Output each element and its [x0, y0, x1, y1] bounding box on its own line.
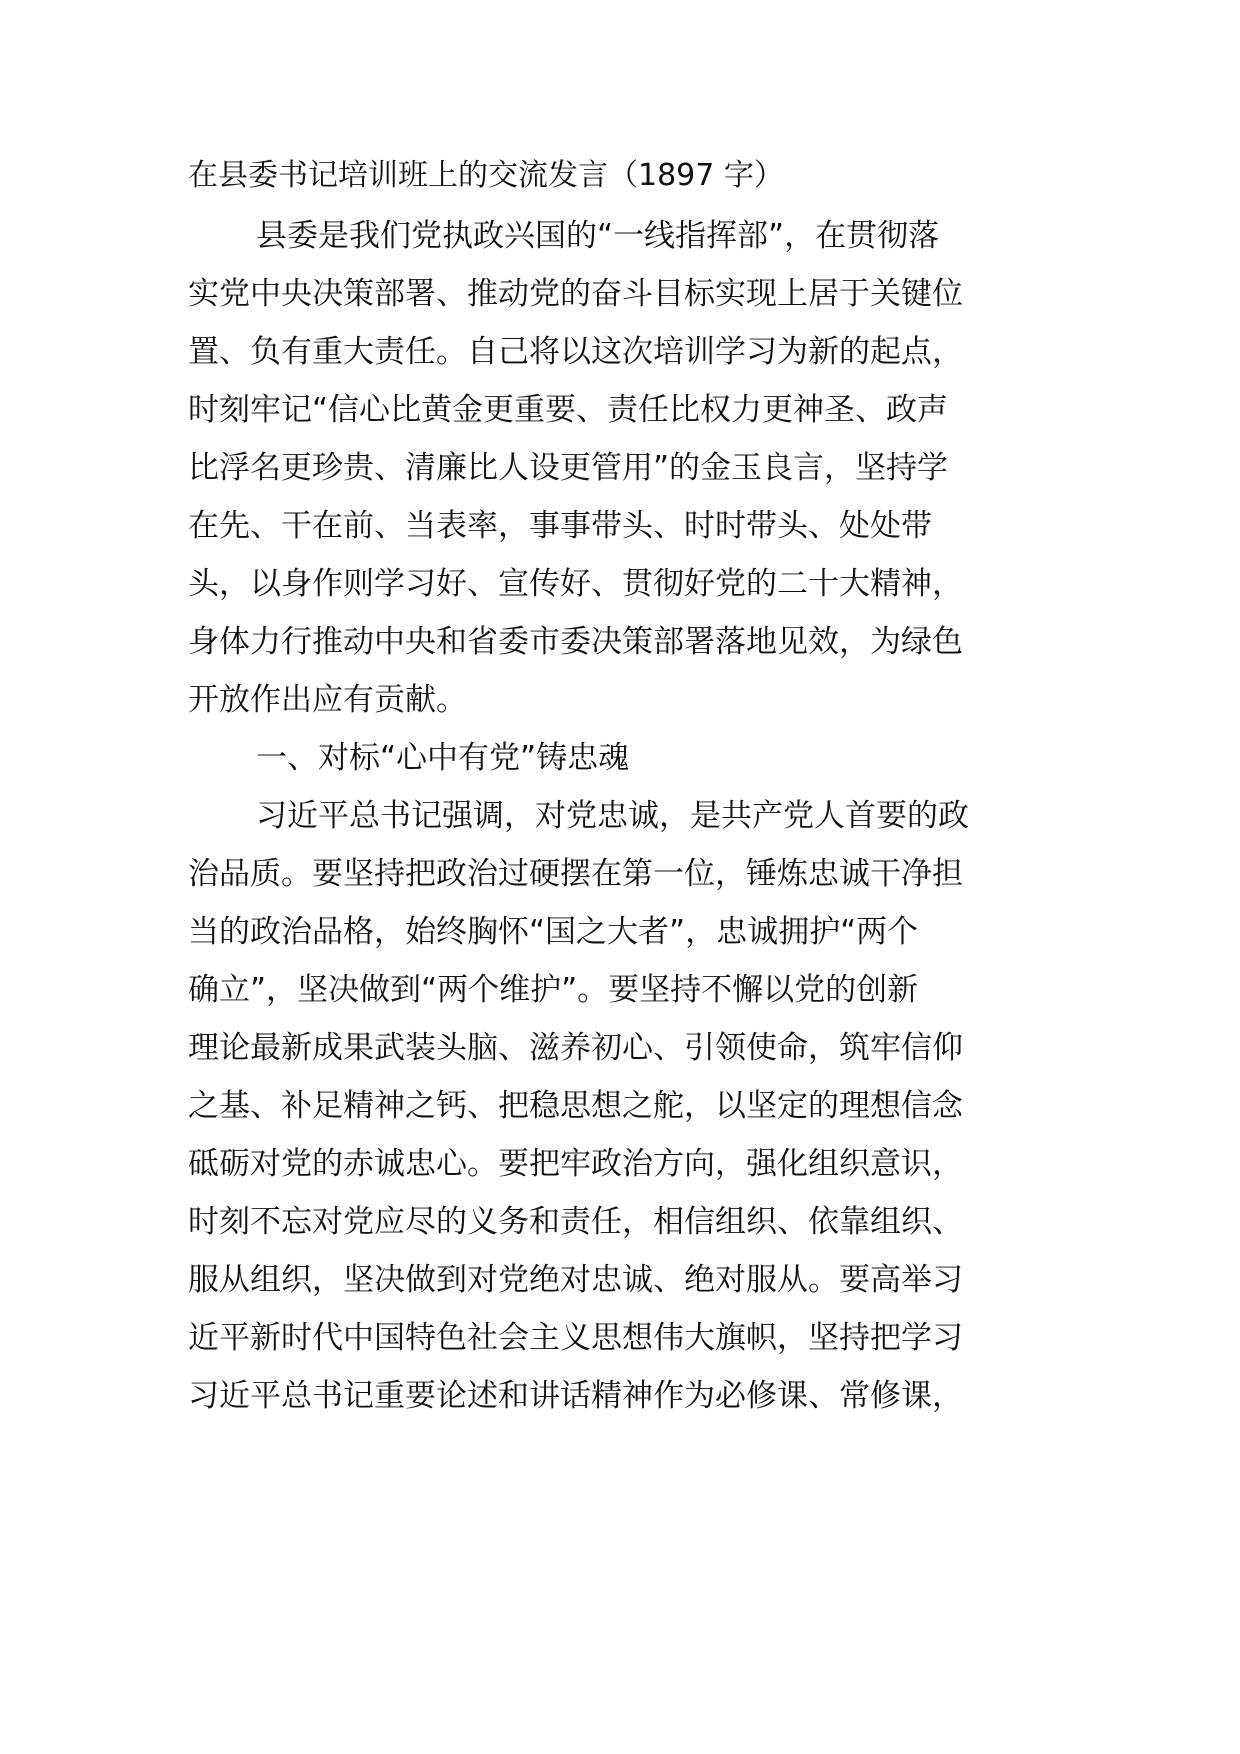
paragraph-line: 习近平总书记强调，对党忠诚，是共产党人首要的政 [256, 798, 969, 834]
paragraph-line: 头，以身作则学习好、宣传好、贯彻好党的二十大精神， [188, 566, 963, 602]
paragraph-line: 近平新时代中国特色社会主义思想伟大旗帜，坚持把学习 [188, 1320, 963, 1356]
paragraph-line: 确立”，坚决做到“两个维护”。要坚持不懈以党的创新 [188, 972, 919, 1008]
paragraph-line: 实党中央决策部署、推动党的奋斗目标实现上居于关键位 [188, 276, 963, 312]
paragraph-line: 习近平总书记重要论述和讲话精神作为必修课、常修课， [188, 1378, 963, 1414]
document-title: 在县委书记培训班上的交流发言（1897 字） [188, 158, 784, 193]
paragraph-line: 砥砺对党的赤诚忠心。要把牢政治方向，强化组织意识， [188, 1146, 963, 1182]
paragraph-line: 服从组织，坚决做到对党绝对忠诚、绝对服从。要高举习 [188, 1262, 963, 1298]
paragraph-line: 置、负有重大责任。自己将以这次培训学习为新的起点， [188, 334, 963, 370]
paragraph-line: 身体力行推动中央和省委市委决策部署落地见效，为绿色 [188, 624, 963, 660]
paragraph-line: 时刻牢记“信心比黄金更重要、责任比权力更神圣、政声 [188, 392, 949, 428]
paragraph-line: 开放作出应有贡献。 [188, 682, 467, 718]
paragraph-line: 理论最新成果武装头脑、滋养初心、引领使命，筑牢信仰 [188, 1030, 963, 1066]
paragraph-line: 之基、补足精神之钙、把稳思想之舵，以坚定的理想信念 [188, 1088, 963, 1124]
paragraph-line: 时刻不忘对党应尽的义务和责任，相信组织、依靠组织、 [188, 1204, 963, 1240]
paragraph-line: 当的政治品格，始终胸怀“国之大者”，忠诚拥护“两个 [188, 914, 919, 950]
paragraph-line: 县委是我们党执政兴国的“一线指挥部”，在贯彻落 [256, 218, 940, 254]
section-heading: 一、对标“心中有党”铸忠魂 [256, 740, 630, 776]
paragraph-line: 在先、干在前、当表率，事事带头、时时带头、处处带 [188, 508, 932, 544]
paragraph-line: 治品质。要坚持把政治过硬摆在第一位，锤炼忠诚干净担 [188, 856, 963, 892]
paragraph-line: 比浮名更珍贵、清廉比人设更管用”的金玉良言，坚持学 [188, 450, 949, 486]
